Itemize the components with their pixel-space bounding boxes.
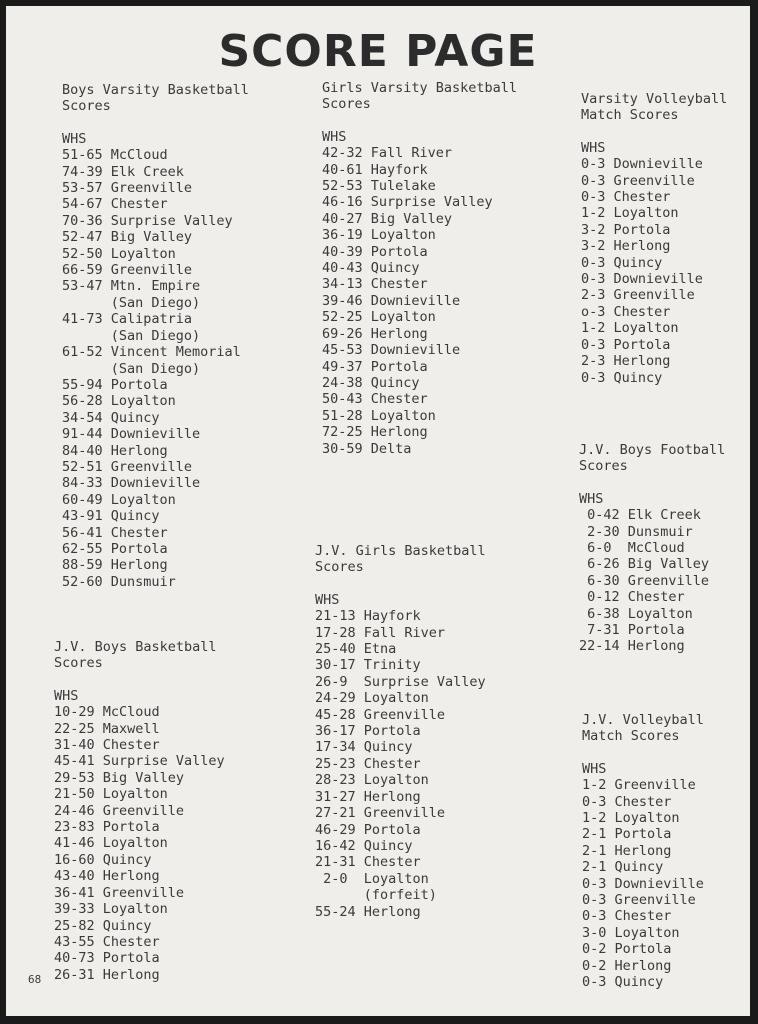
score-row: 69-26 Herlong [322,325,428,342]
score-row: 6-30 Greenville [579,572,710,589]
score-row: 2-0 Loyalton [315,870,429,887]
score-row: 53-57 Greenville [62,180,193,197]
score-row: 25-82 Quincy [54,917,152,934]
score-row: 1-2 Loyalton [582,810,680,827]
score-row: 24-46 Greenville [54,802,185,819]
score-row: 0-3 Chester [582,793,672,810]
score-row: 21-31 Chester [315,854,421,871]
score-row: 6-26 Big Valley [579,556,710,573]
score-row: 31-40 Chester [54,737,160,754]
score-row: 61-52 Vincent Memorial [62,344,241,361]
score-row: (San Diego) [62,360,201,377]
score-row: 72-25 Herlong [322,424,428,441]
score-row: 40-61 Hayfork [322,161,428,178]
score-row: 30-17 Trinity [315,657,421,674]
varsity-volleyball-section [581,91,727,386]
score-row: 1-2 Loyalton [581,320,679,337]
score-row: 39-33 Loyalton [54,901,168,918]
score-row: 46-16 Surprise Valley [322,194,493,211]
score-row: 50-43 Chester [322,391,428,408]
score-row: 34-13 Chester [322,276,428,293]
score-row: 0-3 Quincy [581,369,663,386]
score-row: 84-40 Herlong [62,442,168,459]
boys-varsity-basketball-section [62,82,249,590]
score-row: 42-32 Fall River [322,145,453,162]
score-row: 0-2 Herlong [582,957,672,974]
score-row: 23-83 Portola [54,819,160,836]
score-row: 30-59 Delta [322,440,412,457]
jv-girls-basketball-section [315,543,486,920]
page-number: 68 [28,973,42,986]
score-row: 3-2 Portola [581,221,671,238]
score-row: 17-28 Fall River [315,624,446,641]
score-row: 41-46 Loyalton [54,835,168,852]
score-row: 24-38 Quincy [322,374,420,391]
score-row: 56-28 Loyalton [62,393,176,410]
score-row: 24-29 Loyalton [315,690,429,707]
score-row: 34-54 Quincy [62,409,160,426]
score-row: 16-42 Quincy [315,837,413,854]
score-row: 25-40 Etna [315,641,397,658]
jv-boys-basketball-section [54,639,225,983]
section-heading: J.V. Volleyball [582,712,704,728]
score-row: 54-67 Chester [62,196,168,213]
score-row: 17-34 Quincy [315,739,413,756]
score-row: 26-31 Herlong [54,966,160,983]
score-row: 88-59 Herlong [62,557,168,574]
whs-column-label: WHS [581,139,606,156]
score-row: 52-51 Greenville [62,458,193,475]
score-row: 91-44 Downieville [62,426,201,443]
score-row: 74-39 Elk Creek [62,163,184,180]
score-row: 41-73 Calipatria [62,311,193,328]
section-subheading: Match Scores [581,107,679,124]
score-row: 36-17 Portola [315,723,421,740]
whs-column-label: WHS [582,760,607,777]
score-row: o-3 Chester [581,303,671,320]
score-row: 0-3 Quincy [582,974,664,991]
section-subheading: Match Scores [582,728,680,745]
score-row: 6-38 Loyalton [579,605,693,622]
score-row: 0-3 Greenville [582,892,696,909]
score-row: 10-29 McCloud [54,704,160,721]
score-row: 0-3 Chester [582,908,672,925]
score-row: 3-2 Herlong [581,238,671,255]
score-row: 22-14 Herlong [579,638,685,655]
score-row: 2-3 Greenville [581,287,695,304]
score-row: 2-30 Dunsmuir [579,523,693,540]
score-row: 52-53 Tulelake [322,178,436,195]
score-row: 51-65 McCloud [62,147,168,164]
whs-column-label: WHS [315,591,340,608]
score-row: 36-41 Greenville [54,884,185,901]
score-row: 60-49 Loyalton [62,491,176,508]
score-row: 43-91 Quincy [62,508,160,525]
score-row: 66-59 Greenville [62,262,193,279]
score-row: 3-0 Loyalton [582,924,680,941]
score-row: 21-50 Loyalton [54,786,168,803]
score-row: 39-46 Downieville [322,292,461,309]
score-row: (San Diego) [62,327,201,344]
score-row: 45-41 Surprise Valley [54,753,225,770]
section-subheading: Scores [322,96,371,113]
jv-volleyball-section [582,712,704,991]
score-row: 22-25 Maxwell [54,720,160,737]
score-row: 0-3 Greenville [581,172,695,189]
score-row: 0-3 Chester [581,189,671,206]
score-row: 56-41 Chester [62,524,168,541]
section-subheading: Scores [579,458,628,475]
score-row: 26-9 Surprise Valley [315,673,486,690]
score-row: 2-1 Quincy [582,859,664,876]
whs-column-label: WHS [579,490,604,507]
score-row: 52-47 Big Valley [62,229,193,246]
score-row: 0-3 Downieville [582,875,704,892]
score-row: 31-27 Herlong [315,788,421,805]
score-row: 25-23 Chester [315,755,421,772]
score-row: 28-23 Loyalton [315,772,429,789]
score-row: 40-43 Quincy [322,260,420,277]
whs-column-label: WHS [54,687,79,704]
score-row: 2-1 Portola [582,826,672,843]
section-subheading: Scores [315,559,364,576]
score-row: 40-27 Big Valley [322,210,453,227]
score-row: 0-42 Elk Creek [579,507,701,524]
score-row: (forfeit) [315,887,437,904]
score-row: 7-31 Portola [579,622,685,639]
score-row: 21-13 Hayfork [315,608,421,625]
page-title: SCORE PAGE [218,26,538,77]
score-row: 45-28 Greenville [315,706,446,723]
score-row: 52-50 Loyalton [62,245,176,262]
score-row: 52-25 Loyalton [322,309,436,326]
score-row: 84-33 Downieville [62,475,201,492]
score-row: 27-21 Greenville [315,805,446,822]
girls-varsity-basketball-section [322,80,517,457]
score-row: 2-1 Herlong [582,842,672,859]
score-row: 29-53 Big Valley [54,769,185,786]
score-row: 70-36 Surprise Valley [62,212,233,229]
score-row: 55-94 Portola [62,376,168,393]
score-row: 45-53 Downieville [322,342,461,359]
score-row: 62-55 Portola [62,540,168,557]
section-subheading: Scores [54,655,103,672]
score-row: 1-2 Greenville [582,777,696,794]
yearbook-page [6,6,750,1016]
section-heading: Boys Varsity Basketball [62,82,249,98]
score-row: 55-24 Herlong [315,903,421,920]
score-row: 46-29 Portola [315,821,421,838]
section-heading: Girls Varsity Basketball [322,80,518,96]
score-row: 43-40 Herlong [54,868,160,885]
jv-boys-football-section [579,442,725,655]
score-row: (San Diego) [62,294,201,311]
score-row: 2-3 Herlong [581,353,671,370]
score-row: 16-60 Quincy [54,851,152,868]
section-heading: J.V. Boys Basketball [54,639,217,655]
score-row: 40-73 Portola [54,950,160,967]
section-heading: Varsity Volleyball [581,91,728,107]
score-row: 52-60 Dunsmuir [62,573,176,590]
score-row: 0-3 Quincy [581,254,663,271]
score-row: 43-55 Chester [54,933,160,950]
score-row: 0-3 Downieville [581,156,703,173]
section-heading: J.V. Boys Football [579,442,726,458]
score-row: 53-47 Mtn. Empire [62,278,201,295]
score-row: 40-39 Portola [322,243,428,260]
whs-column-label: WHS [62,130,87,147]
score-row: 6-0 McCloud [579,540,685,557]
score-row: 51-28 Loyalton [322,407,436,424]
score-row: 36-19 Loyalton [322,227,436,244]
score-row: 0-3 Downieville [581,271,703,288]
section-heading: J.V. Girls Basketball [315,543,486,559]
score-row: 1-2 Loyalton [581,205,679,222]
score-row: 0-12 Chester [579,589,685,606]
score-row: 49-37 Portola [322,358,428,375]
section-subheading: Scores [62,98,111,115]
score-row: 0-2 Portola [582,941,672,958]
score-row: 0-3 Portola [581,336,671,353]
whs-column-label: WHS [322,128,347,145]
